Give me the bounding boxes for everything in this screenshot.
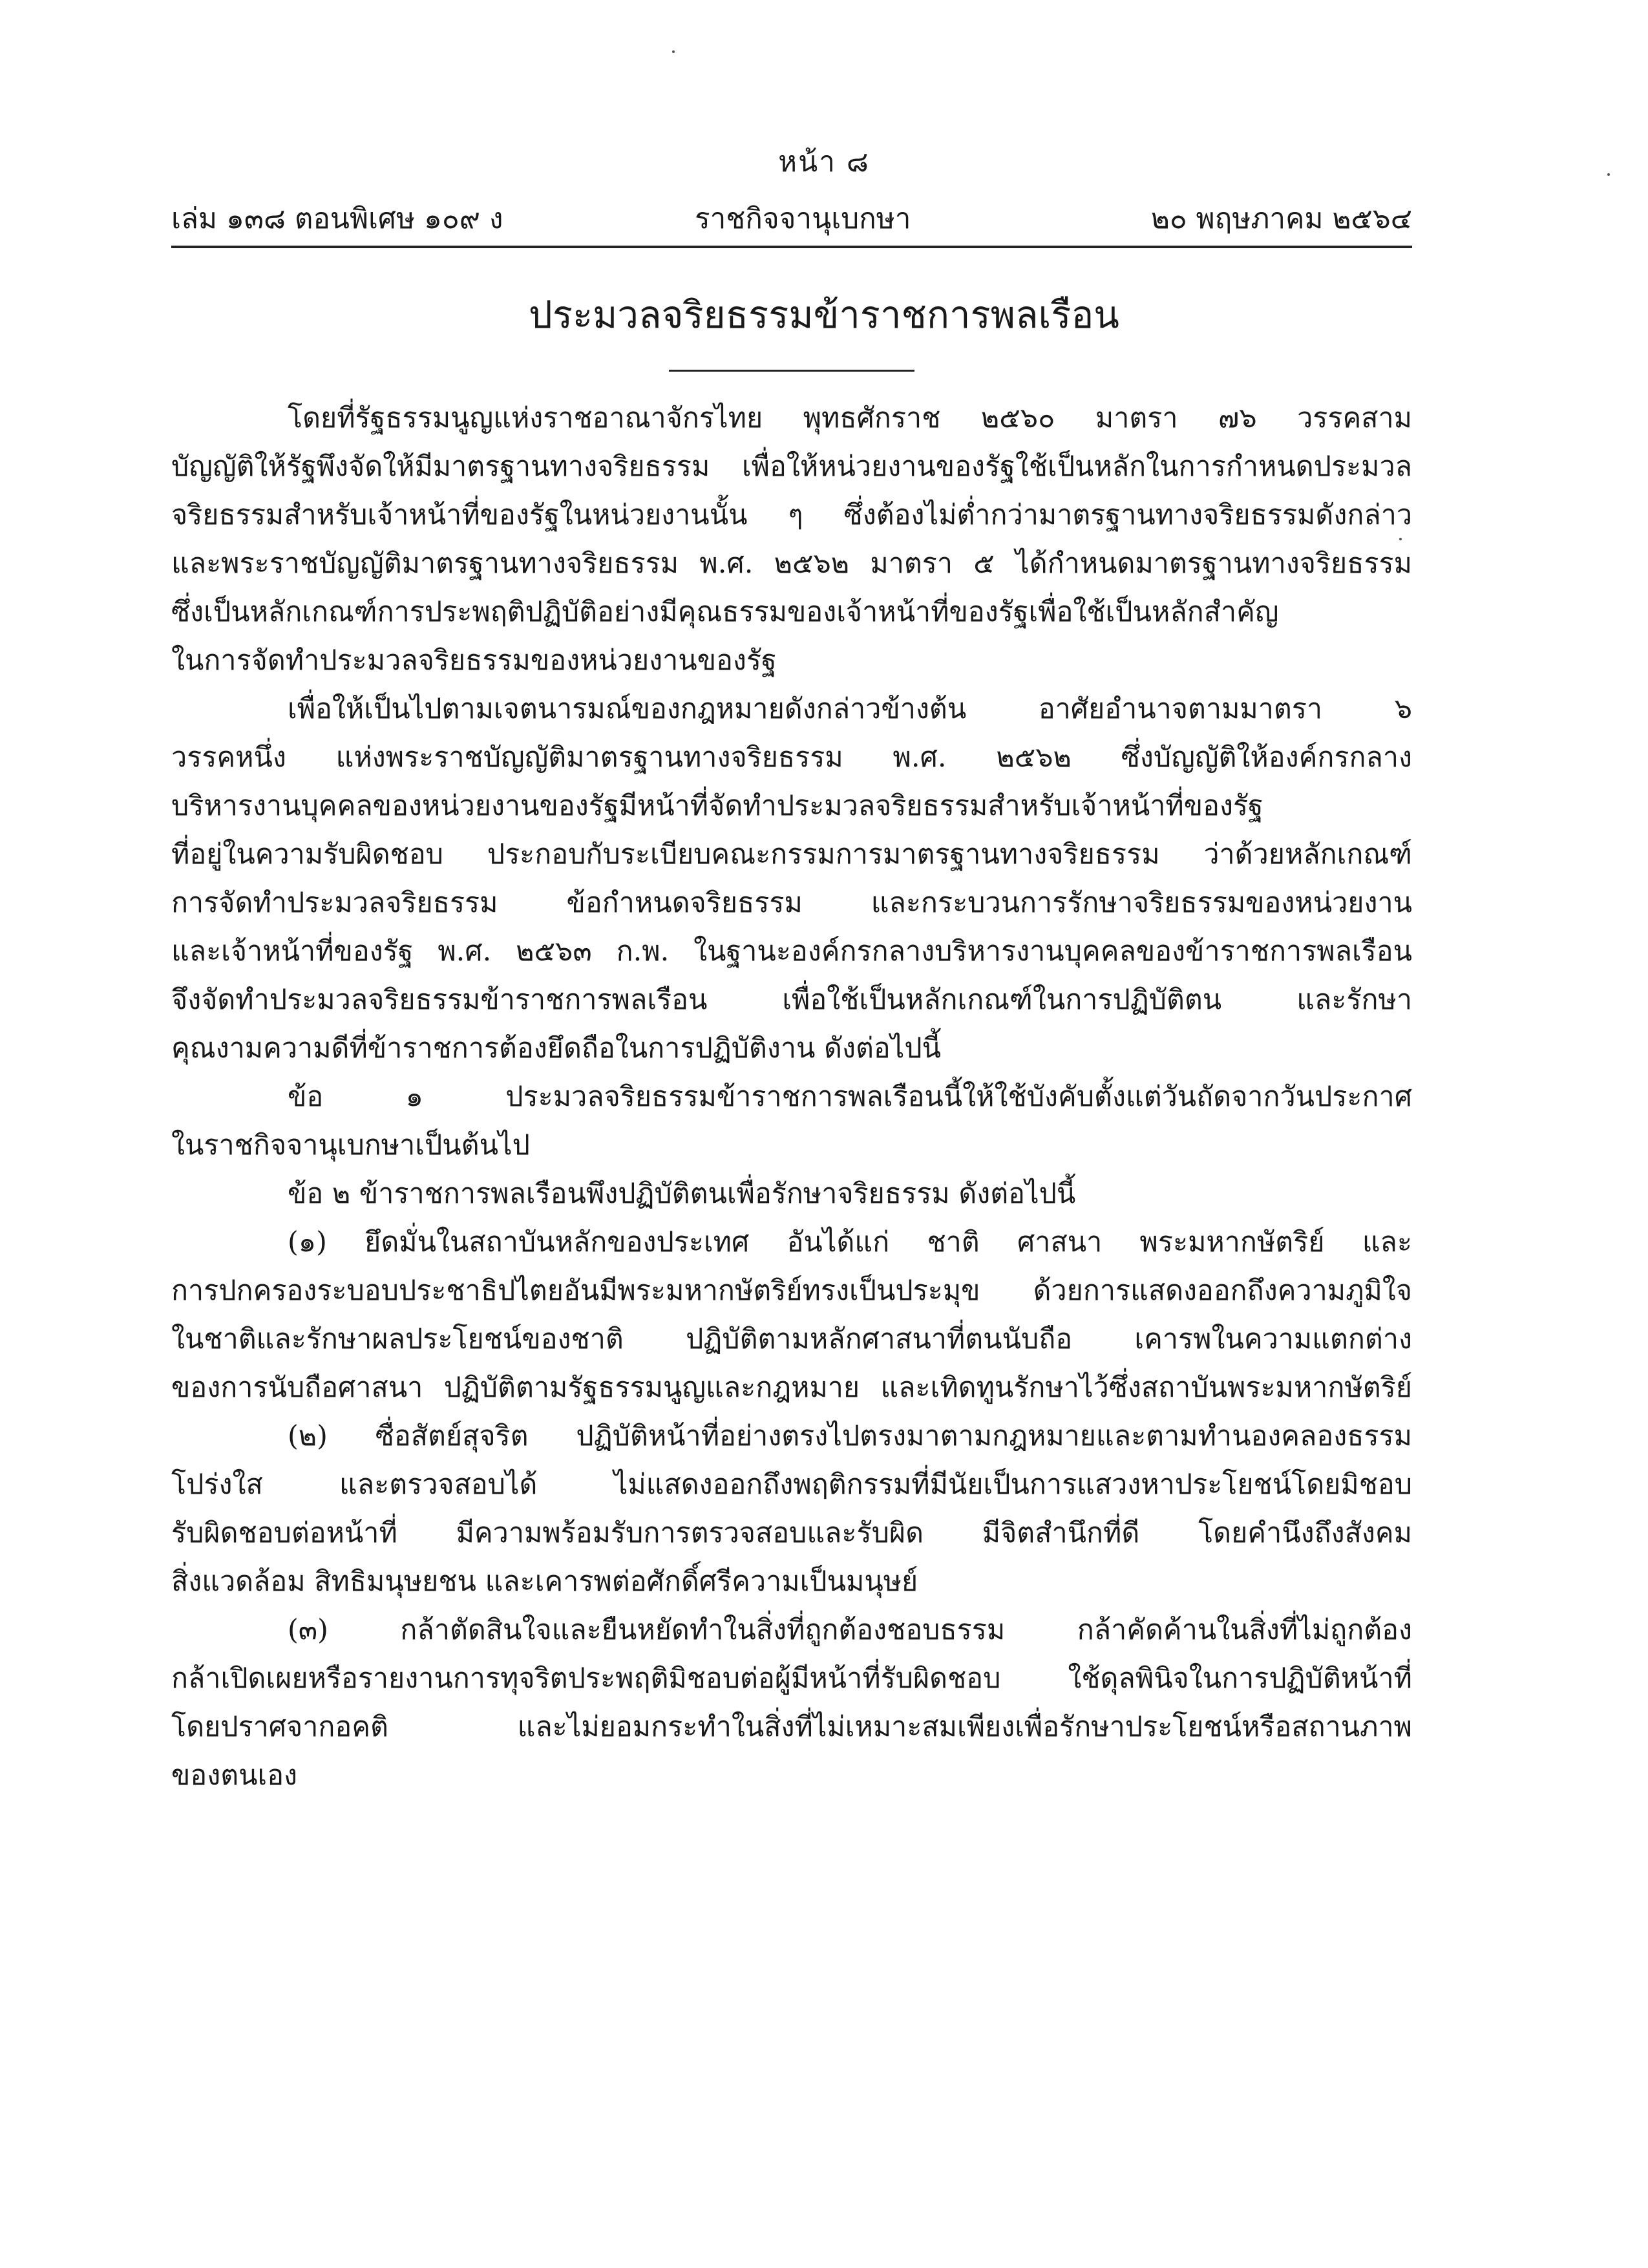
text-line: โดยปราศจากอคติ และไม่ยอมกระทำในสิ่งที่ไม่เหมาะสมเพียงเพื่อรักษาประโยชน์หรือสถานภาพ <box>171 1711 1412 1743</box>
title-divider <box>669 370 914 372</box>
document-title: ประมวลจริยธรรมข้าราชการพลเรือน <box>529 293 1119 337</box>
text-line: ที่อยู่ในความรับผิดชอบ ประกอบกับระเบียบคณะกรรมการมาตรฐานทางจริยธรรม ว่าด้วยหลักเกณฑ์ <box>171 838 1412 871</box>
scan-speck <box>672 50 675 53</box>
text-line: (๓) กล้าตัดสินใจและยืนหยัดทำในสิ่งที่ถูกต้องชอบธรรม กล้าคัดค้านในสิ่งที่ไม่ถูกต้อง <box>288 1614 1412 1646</box>
paragraph-preamble <box>171 394 1412 685</box>
text-line: การปกครองระบอบประชาธิปไตยอันมีพระมหากษัตริย์ทรงเป็นประมุข ด้วยการแสดงออกถึงความภูมิใจ <box>171 1275 1412 1307</box>
text-line: (๒) ซื่อสัตย์สุจริต ปฏิบัติหน้าที่อย่างตรงไปตรงมาตามกฎหมายและตามทำนองคลองธรรม <box>288 1420 1412 1452</box>
paragraph-authority <box>171 685 1412 1073</box>
text-line: โปร่งใส และตรวจสอบได้ ไม่แสดงออกถึงพฤติกรรมที่มีนัยเป็นการแสวงหาประโยชน์โดยมิชอบ <box>171 1468 1412 1501</box>
text-line: วรรคหนึ่ง แห่งพระราชบัญญัติมาตรฐานทางจริยธรรม พ.ศ. ๒๕๖๒ ซึ่งบัญญัติให้องค์กรกลาง <box>171 741 1412 774</box>
clause-2-item-3 <box>171 1606 1412 1800</box>
text-line: คุณงามความดีที่ข้าราชการต้องยึดถือในการปฏิบัติงาน ดังต่อไปนี้ <box>171 1032 942 1065</box>
document-body <box>171 394 1412 1800</box>
text-line: และพระราชบัญญัติมาตรฐานทางจริยธรรม พ.ศ. ๒๕๖๒ มาตรา ๕ ได้กำหนดมาตรฐานทางจริยธรรม <box>171 547 1412 580</box>
text-line: และเจ้าหน้าที่ของรัฐ พ.ศ. ๒๕๖๓ ก.พ. ในฐานะองค์กรกลางบริหารงานบุคคลของข้าราชการพลเรือน <box>171 935 1412 968</box>
clause-2-item-1 <box>171 1218 1412 1412</box>
text-line: จริยธรรมสำหรับเจ้าหน้าที่ของรัฐในหน่วยงานนั้น ๆ ซึ่งต้องไม่ต่ำกว่ามาตรฐานทางจริยธรรมดังกล่าว <box>171 499 1412 531</box>
text-line: ข้อ ๑ ประมวลจริยธรรมข้าราชการพลเรือนนี้ให้ใช้บังคับตั้งแต่วันถัดจากวันประกาศ <box>288 1081 1412 1113</box>
page-number: หน้า ๘ <box>778 145 870 178</box>
text-line: (๑) ยึดมั่นในสถาบันหลักของประเทศ อันได้แก่ ชาติ ศาสนา พระมหากษัตริย์ และ <box>288 1226 1412 1258</box>
clause-2-item-2 <box>171 1412 1412 1606</box>
text-line: ในชาติและรักษาผลประโยชน์ของชาติ ปฏิบัติตามหลักศาสนาที่ตนนับถือ เคารพในความแตกต่าง <box>171 1323 1412 1355</box>
publication-name: ราชกิจจานุเบกษา <box>695 202 911 235</box>
clause-1 <box>171 1073 1412 1170</box>
text-line: จึงจัดทำประมวลจริยธรรมข้าราชการพลเรือน เพื่อใช้เป็นหลักเกณฑ์ในการปฏิบัติตน และรักษา <box>171 984 1412 1016</box>
gazette-header <box>171 196 1412 235</box>
text-line: ในการจัดทำประมวลจริยธรรมของหน่วยงานของรัฐ <box>171 644 777 677</box>
text-line: เพื่อให้เป็นไปตามเจตนารมณ์ของกฎหมายดังกล่าวข้างต้น อาศัยอำนาจตามมาตรา ๖ <box>288 693 1412 725</box>
text-line: บริหารงานบุคคลของหน่วยงานของรัฐมีหน้าที่จัดทำประมวลจริยธรรมสำหรับเจ้าหน้าที่ของรัฐ <box>171 790 1263 822</box>
header-divider <box>171 246 1412 248</box>
text-line: ของตนเอง <box>171 1759 298 1792</box>
text-line: ข้อ ๒ ข้าราชการพลเรือนพึงปฏิบัติตนเพื่อรักษาจริยธรรม ดังต่อไปนี้ <box>288 1178 1076 1210</box>
text-line: ในราชกิจจานุเบกษาเป็นต้นไป <box>171 1129 530 1161</box>
text-line: การจัดทำประมวลจริยธรรม ข้อกำหนดจริยธรรม และกระบวนการรักษาจริยธรรมของหน่วยงาน <box>171 887 1412 919</box>
text-line: โดยที่รัฐธรรมนูญแห่งราชอาณาจักรไทย พุทธศักราช ๒๕๖๐ มาตรา ๗๖ วรรคสาม <box>288 402 1412 434</box>
text-line: รับผิดชอบต่อหน้าที่ มีความพร้อมรับการตรวจสอบและรับผิด มีจิตสำนึกที่ดี โดยคำนึงถึงสังคม <box>171 1517 1412 1549</box>
text-line: ซึ่งเป็นหลักเกณฑ์การประพฤติปฏิบัติอย่างมีคุณธรรมของเจ้าหน้าที่ของรัฐเพื่อใช้เป็นหลักสำคัญ <box>171 596 1279 628</box>
text-line: สิ่งแวดล้อม สิทธิมนุษยชน และเคารพต่อศักดิ์ศรีความเป็นมนุษย์ <box>171 1565 918 1598</box>
clause-2 <box>171 1170 1412 1218</box>
text-line: ของการนับถือศาสนา ปฏิบัติตามรัฐธรรมนูญและกฎหมาย และเทิดทูนรักษาไว้ซึ่งสถาบันพระมหากษัตริย์ <box>171 1372 1412 1404</box>
publication-date: ๒๐ พฤษภาคม ๒๕๖๔ <box>1150 202 1412 235</box>
text-line: บัญญัติให้รัฐพึงจัดให้มีมาตรฐานทางจริยธรรม เพื่อให้หน่วยงานของรัฐใช้เป็นหลักในการกำหนดประมวล <box>171 450 1412 483</box>
volume-issue: เล่ม ๑๓๘ ตอนพิเศษ ๑๐๙ ง <box>171 202 503 235</box>
text-line: กล้าเปิดเผยหรือรายงานการทุจริตประพฤติมิชอบต่อผู้มีหน้าที่รับผิดชอบ ใช้ดุลพินิจในการปฏิบัติหน้าที่ <box>171 1662 1412 1695</box>
